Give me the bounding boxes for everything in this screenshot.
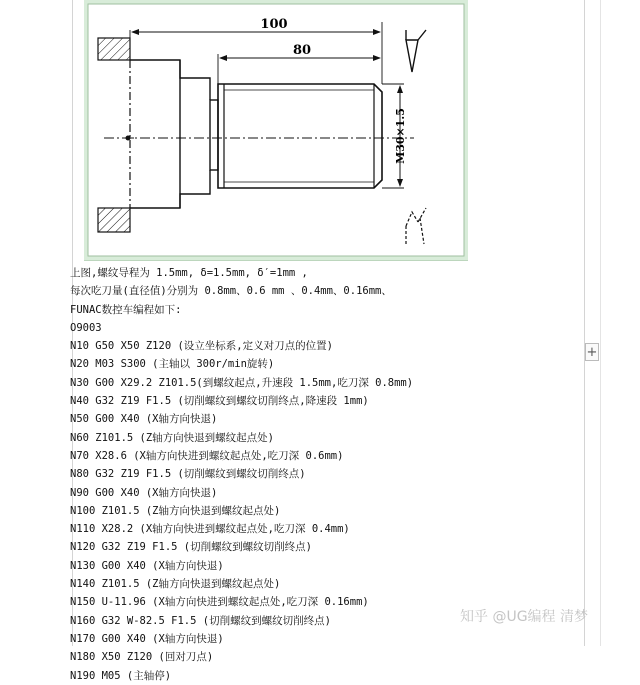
text-line: N40 G32 Z19 F1.5 (切削螺纹到螺纹切削终点,降速段 1mm) bbox=[70, 395, 369, 408]
text-line: N90 G00 X40 (X轴方向快退) bbox=[70, 486, 218, 499]
text-line: N140 Z101.5 (Z轴方向快退到螺纹起点处) bbox=[70, 578, 281, 591]
text-line: N130 G00 X40 (X轴方向快退) bbox=[70, 559, 224, 572]
thread-part-drawing bbox=[84, 0, 468, 260]
text-line: N100 Z101.5 (Z轴方向快退到螺纹起点处) bbox=[70, 504, 281, 517]
engineering-drawing bbox=[84, 0, 468, 261]
text-line: N70 X28.6 (X轴方向快进到螺纹起点处,吃刀深 0.6mm) bbox=[70, 449, 344, 462]
text-line: N10 G50 X50 Z120 (设立坐标系,定义对刀点的位置) bbox=[70, 340, 333, 353]
text-line: 上图,螺纹导程为 1.5mm, δ=1.5mm, δ′=1mm , bbox=[70, 267, 308, 279]
text-line: N160 G32 W-82.5 F1.5 (切削螺纹到螺纹切削终点) bbox=[70, 614, 331, 627]
text-line: FUNAC数控车编程如下: bbox=[70, 303, 182, 316]
text-line: N180 X50 Z120 (回对刀点) bbox=[70, 651, 214, 664]
scroll-edge bbox=[600, 0, 601, 646]
text-line: N170 G00 X40 (X轴方向快退) bbox=[70, 632, 224, 645]
thread-spec-label: M30×1.5 bbox=[394, 108, 407, 164]
chuck-hatch-top bbox=[98, 38, 130, 60]
chuck-hatch-bottom bbox=[98, 208, 130, 232]
text-line: N60 Z101.5 (Z轴方向快退到螺纹起点处) bbox=[70, 431, 275, 444]
text-line: N80 G32 Z19 F1.5 (切削螺纹到螺纹切削终点) bbox=[70, 468, 306, 481]
text-line: N20 M03 S300 (主轴以 300r/min旋转) bbox=[70, 358, 275, 371]
text-line: O9003 bbox=[70, 321, 102, 334]
watermark: 知乎 @UG编程 清梦 bbox=[460, 609, 588, 625]
expand-button[interactable]: + bbox=[586, 345, 598, 360]
text-line: N50 G00 X40 (X轴方向快退) bbox=[70, 413, 218, 426]
text-line: N150 U-11.96 (X轴方向快进到螺纹起点处,吃刀深 0.16mm) bbox=[70, 596, 369, 609]
dimension-thread-length-label: 80 bbox=[292, 43, 312, 58]
text-line: N120 G32 Z19 F1.5 (切削螺纹到螺纹切削终点) bbox=[70, 541, 312, 554]
text-line: N110 X28.2 (X轴方向快进到螺纹起点处,吃刀深 0.4mm) bbox=[70, 523, 350, 536]
dimension-overall-label: 100 bbox=[260, 17, 288, 32]
text-line: N190 M05 (主轴停) bbox=[70, 669, 172, 682]
text-line: N30 G00 X29.2 Z101.5(到螺纹起点,升速段 1.5mm,吃刀深 0.8mm) bbox=[70, 376, 414, 389]
text-line: 每次吃刀量(直径值)分别为 0.8mm、0.6 mm 、0.4mm、0.16mm、 bbox=[70, 285, 392, 298]
